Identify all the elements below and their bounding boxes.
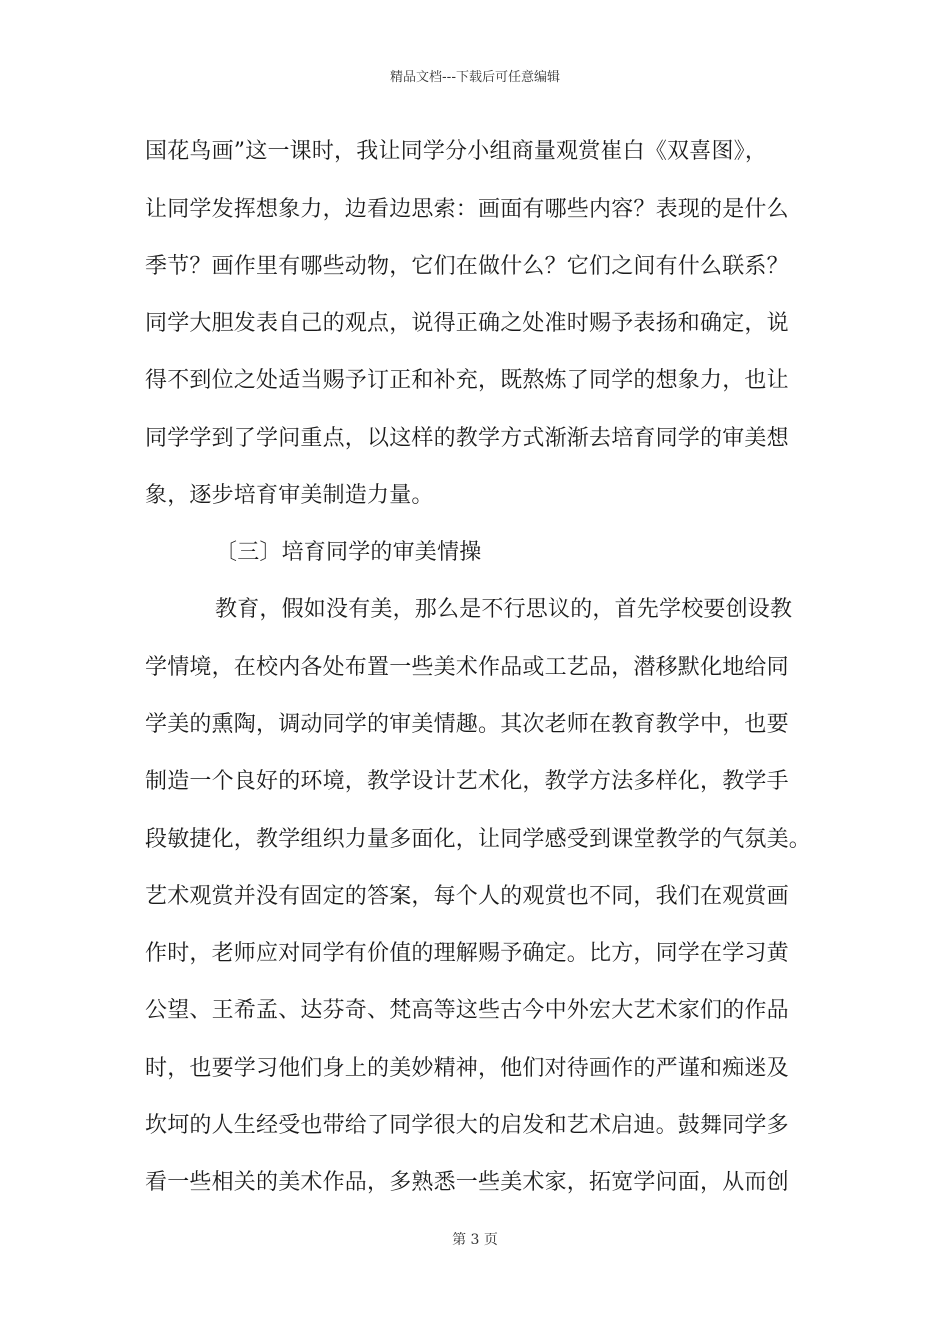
text-line: 制造一个良好的环境，教学设计艺术化，教学方法多样化，教学手 [145, 769, 789, 794]
text-line: 公望、王希孟、达芬奇、梵高等这些古今中外宏大艺术家们的作品 [145, 998, 789, 1023]
page-number: 第 3 页 [452, 1232, 498, 1248]
text-line: 段敏捷化，教学组织力量多面化，让同学感受到课堂教学的气氛美。 [145, 827, 812, 852]
text-line: 季节？画作里有哪些动物，它们在做什么？它们之间有什么联系？ [145, 254, 789, 279]
text-line: 国花鸟画”这一课时，我让同学分小组商量观赏崔白《双喜图》， [145, 139, 768, 164]
text-line: 得不到位之处适当赐予订正和补充，既熬炼了同学的想象力，也让 [145, 368, 789, 393]
text-line: 学情境，在校内各处布置一些美术作品或工艺品，潜移默化地给同 [145, 655, 789, 680]
text-line: 让同学发挥想象力，边看边思索：画面有哪些内容？表现的是什么 [145, 197, 789, 222]
text-line: 学美的熏陶，调动同学的审美情趣。其次老师在教育教学中，也要 [145, 712, 789, 737]
text-line: 时，也要学习他们身上的美妙精神，他们对待画作的严谨和痴迷及 [145, 1056, 789, 1081]
text-line: 象，逐步培育审美制造力量。 [145, 483, 434, 508]
section-heading: 〔三〕培育同学的审美情操 [215, 540, 482, 565]
text-line: 艺术观赏并没有固定的答案，每个人的观赏也不同，我们在观赏画 [145, 884, 789, 909]
text-line: 坎坷的人生经受也带给了同学很大的启发和艺术启迪。鼓舞同学多 [145, 1113, 789, 1138]
page-header: 精品文档---下载后可任意编辑 [389, 70, 561, 85]
text-line: 同学大胆发表自己的观点，说得正确之处准时赐予表扬和确定，说 [145, 311, 789, 336]
paragraph-first-line: 教育，假如没有美，那么是不行思议的，首先学校要创设教 [215, 597, 793, 622]
text-line: 看一些相关的美术作品，多熟悉一些美术家，拓宽学问面，从而创 [145, 1170, 789, 1195]
text-line: 作时，老师应对同学有价值的理解赐予确定。比方，同学在学习黄 [145, 941, 789, 966]
text-line: 同学学到了学问重点，以这样的教学方式渐渐去培育同学的审美想 [145, 426, 789, 451]
